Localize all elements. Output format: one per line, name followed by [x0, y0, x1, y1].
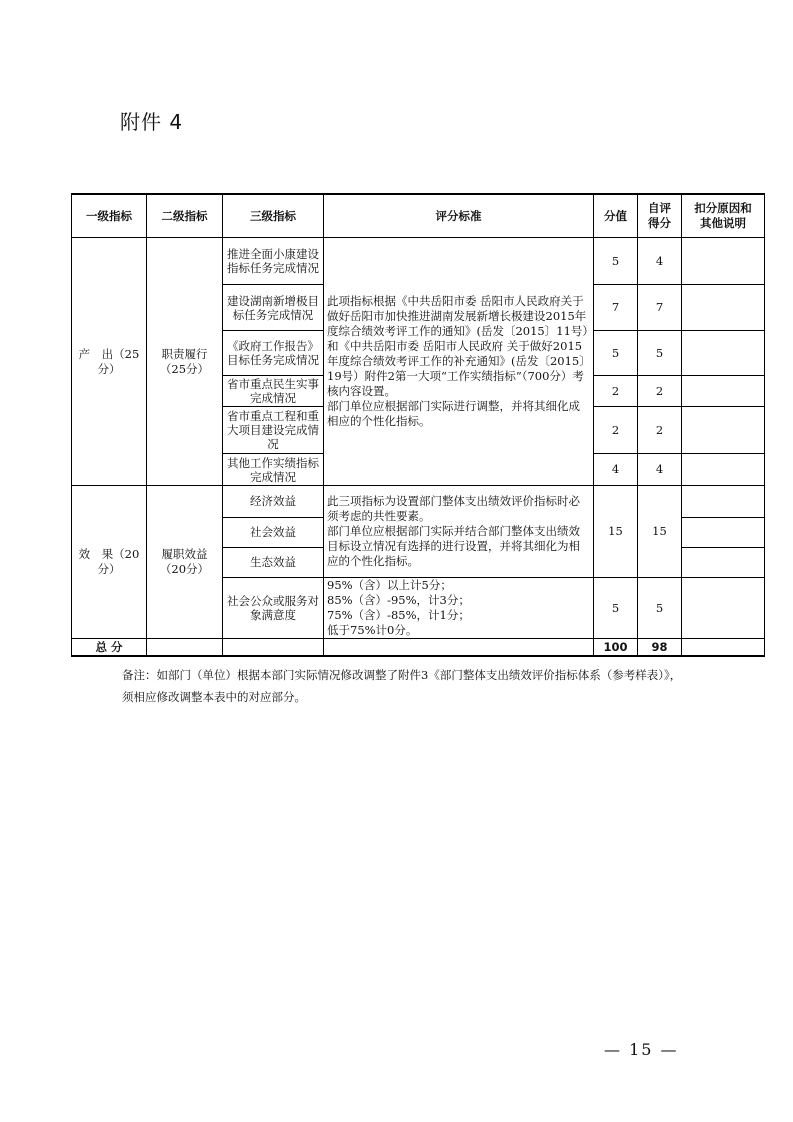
header-level2: 二级指标: [147, 194, 223, 238]
empty-cell: [147, 639, 223, 657]
output-level3: 其他工作实绩指标完成情况: [223, 454, 324, 486]
empty-cell: [324, 639, 594, 657]
satisfaction-level3: 社会公众或服务对象满意度: [223, 578, 324, 639]
note-cell: [682, 285, 765, 331]
note-cell: [682, 486, 765, 518]
note-cell: [682, 518, 765, 548]
attachment-title: 附件 4: [120, 110, 184, 134]
table-header-row: [72, 194, 765, 238]
output-level3: 推进全面小康建设指标任务完成情况: [223, 238, 324, 285]
header-level1: 一级指标: [72, 194, 147, 238]
effect-criteria: 此三项指标为设置部门整体支出绩效评价指标时必须考虑的共性要素。 部门单位应根据部门实际并结合部门整体支出绩效目标设立情况有选择的进行设置，并将其细化为相应的个性化指标。: [324, 486, 594, 578]
score-cell: 5: [594, 238, 638, 285]
table-row: [72, 486, 765, 518]
note-cell: [682, 376, 765, 407]
performance-evaluation-table: [71, 193, 765, 657]
self-score-cell: 5: [638, 578, 682, 639]
note-cell: [682, 331, 765, 376]
satisfaction-criteria: 95%（含）以上计5分； 85%（含）-95%，计3分； 75%（含）-85%，计1分； 低于75%计0分。: [324, 578, 594, 639]
output-level3: 《政府工作报告》目标任务完成情况: [223, 331, 324, 376]
output-criteria: 此项指标根据《中共岳阳市委 岳阳市人民政府关于做好岳阳市加快推进湖南发展新增长极建设2015年度综合绩效考评工作的通知》(岳发〔2015〕11号）和《中共岳阳市委 岳阳市人民政府 关于做好2015年度综合绩效考评工作的补充通知》(岳发〔2015〕19号）附件2第一大项“工作实绩指标”（700分）考核内容设置。 部门单位应根据部门实际进行调整，并将其细化成相应的个性化指标。: [324, 238, 594, 486]
note-cell: [682, 407, 765, 454]
effect-group-self-score: 15: [638, 486, 682, 578]
total-row: [72, 639, 765, 657]
note-cell: [682, 578, 765, 639]
self-score-cell: 4: [638, 454, 682, 486]
self-score-cell: 2: [638, 376, 682, 407]
header-criteria: 评分标准: [324, 194, 594, 238]
output-level3: 省市重点工程和重大项目建设完成情况: [223, 407, 324, 454]
score-cell: 2: [594, 376, 638, 407]
score-cell: 2: [594, 407, 638, 454]
effect-level3: 社会效益: [223, 518, 324, 548]
total-label: 总 分: [72, 639, 147, 657]
empty-cell: [682, 639, 765, 657]
effect-level3: 生态效益: [223, 548, 324, 578]
output-level3: 省市重点民生实事完成情况: [223, 376, 324, 407]
effect-level3: 经济效益: [223, 486, 324, 518]
table-row: [72, 238, 765, 285]
score-cell: 7: [594, 285, 638, 331]
output-level2: 职责履行（25分）: [147, 238, 223, 486]
self-score-cell: 4: [638, 238, 682, 285]
score-cell: 5: [594, 578, 638, 639]
header-notes: 扣分原因和 其他说明: [682, 194, 765, 238]
header-score: 分值: [594, 194, 638, 238]
page-number: — 15 —: [604, 1040, 679, 1059]
note-cell: [682, 454, 765, 486]
score-cell: 5: [594, 331, 638, 376]
note-cell: [682, 238, 765, 285]
total-self-score: 98: [638, 639, 682, 657]
score-cell: 4: [594, 454, 638, 486]
header-level3: 三级指标: [223, 194, 324, 238]
effect-level2: 履职效益（20分）: [147, 486, 223, 639]
self-score-cell: 5: [638, 331, 682, 376]
self-score-cell: 2: [638, 407, 682, 454]
effect-level1: 效 果（20分）: [72, 486, 147, 639]
total-score: 100: [594, 639, 638, 657]
empty-cell: [223, 639, 324, 657]
self-score-cell: 7: [638, 285, 682, 331]
footnote: 备注：如部门（单位）根据本部门实际情况修改调整了附件3《部门整体支出绩效评价指标体系（参考样表）》，须相应修改调整本表中的对应部分。: [122, 668, 682, 704]
note-cell: [682, 548, 765, 578]
effect-group-score: 15: [594, 486, 638, 578]
output-level3: 建设湖南新增极目标任务完成情况: [223, 285, 324, 331]
header-self-score: 自评 得分: [638, 194, 682, 238]
output-level1: 产 出（25分）: [72, 238, 147, 486]
